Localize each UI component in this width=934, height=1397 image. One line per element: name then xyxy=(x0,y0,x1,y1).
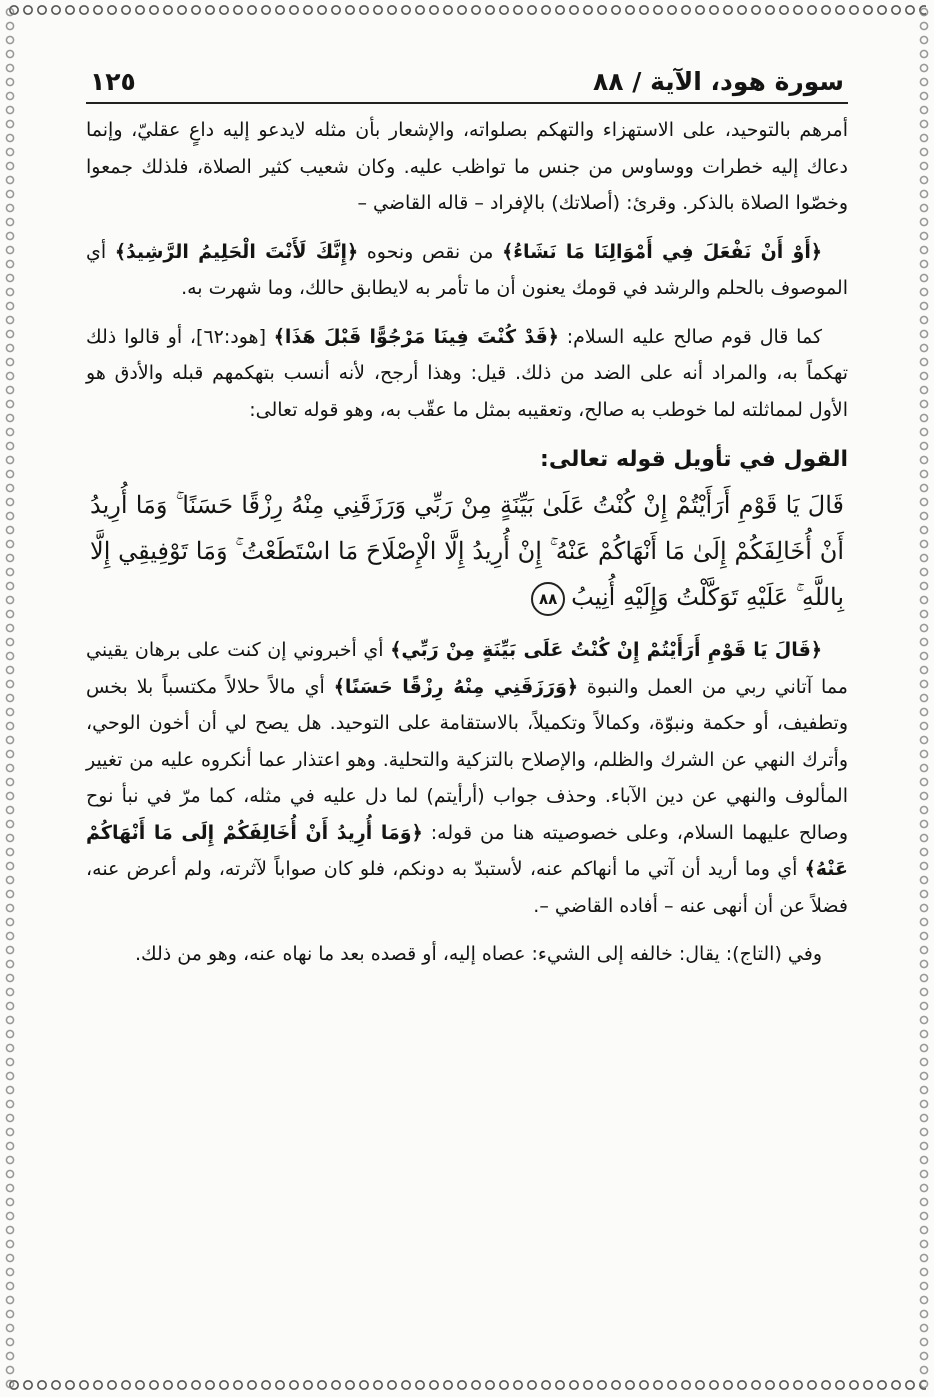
book-page xyxy=(86,58,848,1337)
surah-reference: سورة هود، الآية / ٨٨ xyxy=(593,67,844,96)
section-heading: القول في تأويل قوله تعالى: xyxy=(540,447,848,472)
commentary-text: أي مالاً حلالاً مكتسباً بلا بخس وتطفيف، أو حكمة ونبوّة، وكمالاً وتكميلاً، بالاستقامة على التوحيد. هل يصح لي أن أخون الوحي، وأترك النهي عن الشرك والظلم، والإصلاح بالتزكية والتحلية. وهو اعتذار عما أنكروه عليه من تغيير المألوف والنهي عن دين الآباء. وحذف جواب (أرأيتم) لما دل عليه في مثله، كما مرّ في نبأ نوح وصالح عليهما السلام، وعلى خصوصيته هنا من قوله: xyxy=(86,675,848,844)
paragraph-2 xyxy=(86,234,848,307)
paragraph-1: أمرهم بالتوحيد، على الاستهزاء والتهكم بصلواته، والإشعار بأن مثله لايدعو إليه داعٍ عقليّ، وإنما دعاك إليه خطرات ووساوس من جنس ما تواظب عليه. وكان شعيب كثير الصلاة، فلذلك جمعوا وخصّوا الصلاة بالذكر. وقرئ: (أصلاتك) بالإفراد – قاله القاضي – xyxy=(86,119,848,214)
page-border-top xyxy=(8,4,926,16)
commentary-text: أي وما أريد أن آتي ما أنهاكم عنه، لأستبدّ به دونكم، فلو كان صواباً لآثرته، ولم أعرض عنه، فضلاً عن أن أنهى عنه – أفاده القاضي –. xyxy=(86,858,848,917)
commentary-text: أي أخبروني إن كنت على برهان يقيني مما آتاني ربي من العمل والنبوة xyxy=(86,639,848,698)
page-border-left xyxy=(4,6,16,1391)
quran-quote: ﴿قَالَ يَا قَوْمِ أَرَأَيْتُمْ إِنْ كُنْتُ عَلَى بَيِّنَةٍ مِنْ رَبِّي﴾ xyxy=(390,639,822,661)
commentary-text: من نقص ونحوه xyxy=(358,240,503,263)
quran-quote: ﴿إِنَّكَ لَأَنْتَ الْحَلِيمُ الرَّشِيدُ﴾ xyxy=(114,240,359,263)
commentary-text: كما قال قوم صالح عليه السلام: xyxy=(558,325,822,348)
header-rule xyxy=(86,102,848,104)
ayah-number-marker: ٨٨ xyxy=(531,582,565,616)
quran-quote: ﴿وَمَا أُرِيدُ أَنْ أُخَالِفَكُمْ إِلَى مَا أَنْهَاكُمْ عَنْهُ﴾ xyxy=(86,821,848,880)
page-number: ١٢٥ xyxy=(90,67,136,96)
quran-quote: ﴿وَرَزَقَنِي مِنْهُ رِزْقًا حَسَنًا﴾ xyxy=(333,675,578,698)
quran-quote: ﴿قَدْ كُنْتَ فِينَا مَرْجُوًّا قَبْلَ هَذَا﴾ xyxy=(273,325,559,348)
paragraph-6: وفي (التاج): يقال: خالفه إلى الشيء: عصاه إليه، أو قصده بعد ما نهاه عنه، وهو من ذلك. xyxy=(134,943,822,965)
paragraph-3 xyxy=(86,319,848,429)
verse-text: قَالَ يَا قَوْمِ أَرَأَيْتُمْ إِنْ كُنْتُ عَلَىٰ بَيِّنَةٍ مِنْ رَبِّي وَرَزَقَنِي مِنْهُ رِزْقًا حَسَنًا ۚ وَمَا أُرِيدُ أَنْ أُخَالِفَكُمْ إِلَىٰ مَا أَنْهَاكُمْ عَنْهُ ۚ إِنْ أُرِيدُ إِلَّا الْإِصْلَاحَ مَا اسْتَطَعْتُ ۚ وَمَا تَوْفِيقِي إِلَّا بِاللَّهِ ۚ عَلَيْهِ تَوَكَّلْتُ وَإِلَيْهِ أُنِيبُ xyxy=(90,491,844,611)
quran-quote: ﴿أَوْ أَنْ نَفْعَلَ فِي أَمْوَالِنَا مَا نَشَاءُ﴾ xyxy=(502,240,822,263)
paragraph-5 xyxy=(86,632,848,924)
page-border-bottom xyxy=(8,1379,926,1391)
commentary-text: [هود:٦٢]، أو قالوا ذلك تهكماً به، والمراد أنه على الضد من ذلك. قيل: وهذا أرجح، لأنه أنسب بتهكمهم قبله والأدق هو الأول لمماثلته لما خوطب به صالح، وتعقيبه بمثل ما عقّب به، وهو قوله تعالى: xyxy=(86,325,848,421)
quran-verse xyxy=(86,482,848,620)
page-border-right xyxy=(918,6,930,1391)
commentary-text: أي الموصوف بالحلم والرشد في قومك يعنون أن ما تأمر به لايطابق حالك، وما شهرت به. xyxy=(86,240,848,299)
running-header xyxy=(86,58,848,96)
